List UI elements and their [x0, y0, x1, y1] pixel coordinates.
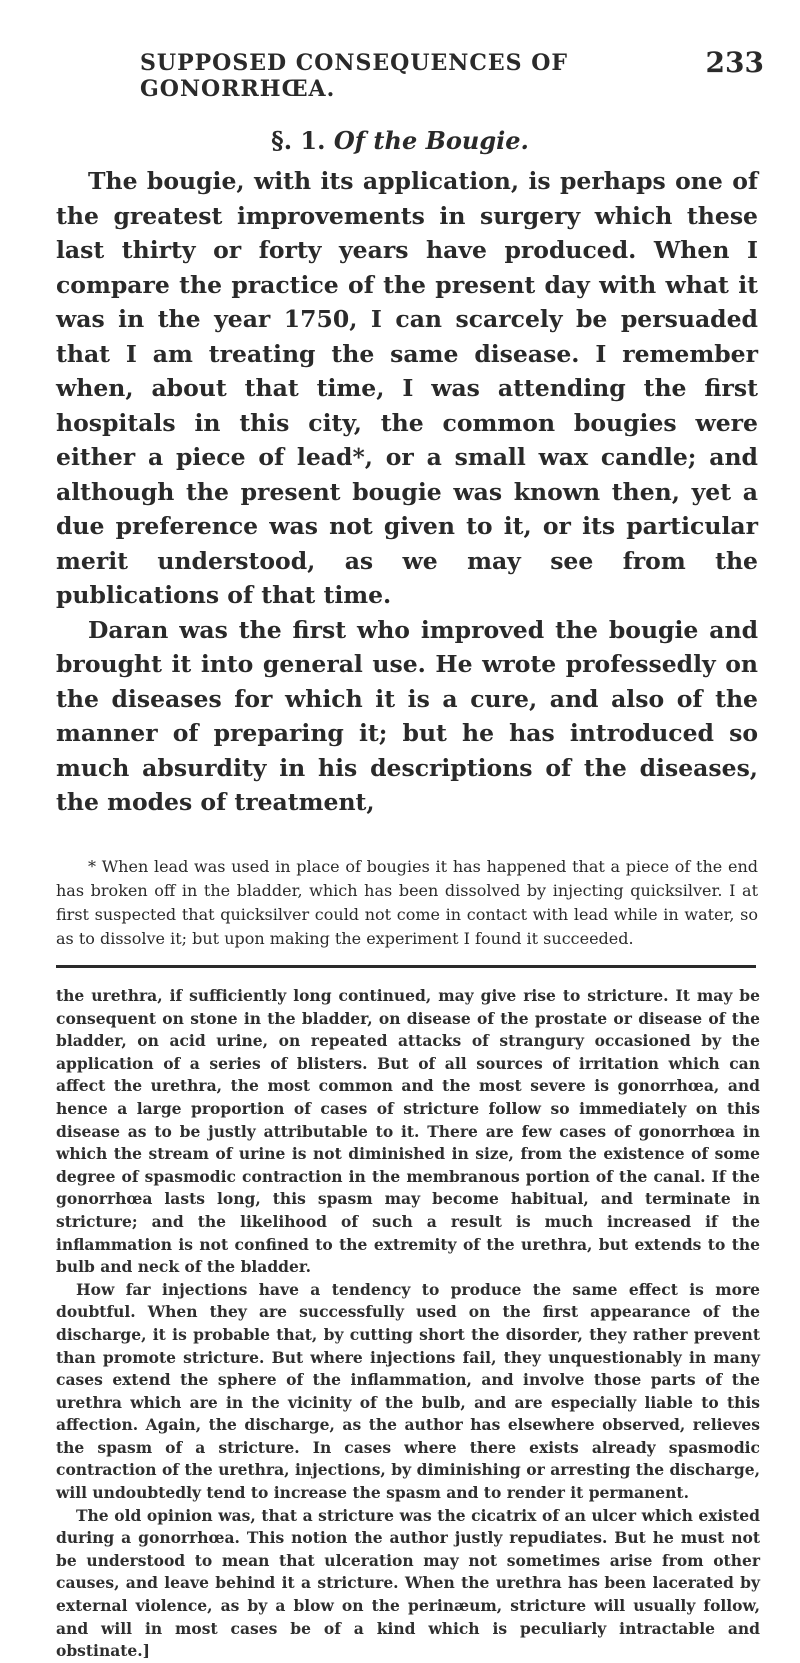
footnote [56, 855, 758, 951]
divider-rule [56, 965, 756, 968]
editor-note-paragraph: The old opinion was, that a stricture was the cicatrix of an ulcer which existed during a gonorrhœa. This notion the author justly repudiates. But he must not be understood to mean that ulceration may not sometimes arise from other causes, and leave behind it a stricture. When the urethra has been lacerated by external violence, as by a blow on the perinæum, stricture will usually follow, and will in most cases be of a kind which is peculiarly intractable and obstinate.] [56, 1505, 760, 1661]
running-head [140, 46, 764, 102]
section-number: §. 1. [271, 126, 326, 155]
main-text [56, 164, 758, 820]
footnote-text: * When lead was used in place of bougies it has happened that a piece of the end has broken off in the bladder, which has been dissolved by injecting quicksilver. I at first suspected that quicksilver could not come in contact with lead while in water, so as to dissolve it; but upon making the experiment I found it succeeded. [56, 857, 758, 948]
running-head-title: SUPPOSED CONSEQUENCES OF GONORRHŒA. [140, 50, 568, 102]
editor-note-paragraph: How far injections have a tendency to produce the same effect is more doubtful. When they are successfully used on the first appearance of the discharge, it is probable that, by cutting short the disorder, they rather prevent than promote stricture. But where injections fail, they unquestionably in many cases extend the sphere of the inflammation, and involve those parts of the urethra which are in the vicinity of the bulb, and are especially liable to this affection. Again, the discharge, as the author has elsewhere observed, relieves the spasm of a stricture. In cases where there exists already spasmodic contraction of the urethra, injections, by diminishing or arresting the discharge, will undoubtedly tend to increase the spasm and to render it permanent. [56, 1279, 760, 1503]
section-title: Of the Bougie. [333, 126, 529, 155]
section-heading [0, 126, 800, 155]
editor-note [56, 985, 760, 1663]
main-paragraph: The bougie, with its application, is perhaps one of the greatest improvements in surgery which these last thirty or forty years have produced. When I compare the practice of the present day with what it was in the year 1750, I can scarcely be persuaded that I am treating the same disease. I remember when, about that time, I was attending the first hospitals in this city, the common bougies were either a piece of lead*, or a small wax candle; and although the present bougie was known then, yet a due preference was not given to it, or its particular merit understood, as we may see from the publications of that time. [56, 167, 758, 609]
main-paragraph: Daran was the first who improved the bougie and brought it into general use. He wrote professedly on the diseases for which it is a cure, and also of the manner of preparing it; but he has introduced so much absurdity in his descriptions of the diseases, the modes of treatment, [56, 615, 758, 816]
page-number: 233 [705, 46, 764, 79]
editor-note-paragraph: the urethra, if sufficiently long continued, may give rise to stricture. It may be consequent on stone in the bladder, on disease of the prostate or disease of the bladder, on acid urine, on repeated attacks of strangury occasioned by the application of a series of blisters. But of all sources of irritation which can affect the urethra, the most common and the most severe is gonorrhœa, and hence a large proportion of cases of stricture follow so immediately on this disease as to be justly attributable to it. There are few cases of gonorrhœa in which the stream of urine is not diminished in size, from the existence of some degree of spasmodic contraction in the membranous portion of the canal. If the gonorrhœa lasts long, this spasm may become habitual, and terminate in stricture; and the likelihood of such a result is much increased if the inflammation is not confined to the extremity of the urethra, but extends to the bulb and neck of the bladder. [56, 986, 760, 1277]
